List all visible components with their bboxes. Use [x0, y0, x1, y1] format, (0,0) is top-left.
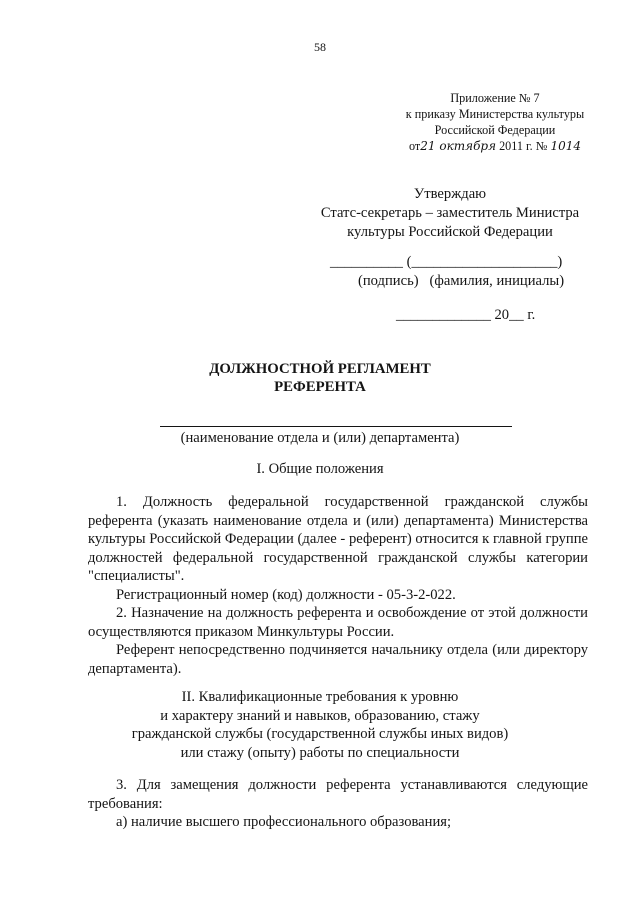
section-1-body — [88, 493, 588, 678]
section-2-heading-line-3: гражданской службы (государственной службы иных видов) — [131, 726, 509, 742]
date-prefix: от — [409, 139, 421, 153]
handwritten-date: 21 октября — [420, 139, 497, 153]
section-2-body — [88, 776, 588, 832]
paragraph-3a: а) наличие высшего профессионального образования; — [116, 814, 452, 830]
approval-line-3: культуры Российской Федерации — [347, 224, 553, 240]
approval-block — [300, 185, 600, 242]
paragraph-registration-code: Регистрационный номер (код) должности - 05-3-2-022. — [116, 586, 456, 603]
page-number: 58 — [314, 40, 326, 54]
approval-date-line: _____________ 20__ г. — [396, 307, 536, 323]
appendix-line-2: к приказу Министерства культуры — [405, 107, 585, 121]
paragraph-1: 1. Должность федеральной государственной гражданской службы референта (указать наименование отдела и (или) департамента) Министерства культуры Российской Федерации (далее - референт) относится к главной группе должностей федеральной государственной гражданской службы категории "специалисты". — [88, 494, 588, 584]
appendix-block — [380, 90, 610, 154]
signature-caption: (подпись) (фамилия, инициалы) — [358, 273, 565, 289]
date-year: 2011 г. № — [496, 139, 551, 153]
appendix-line-1: Приложение № 7 — [450, 91, 540, 105]
title-line-1: ДОЛЖНОСТНОЙ РЕГЛАМЕНТ — [209, 361, 431, 377]
department-caption: (наименование отдела и (или) департамента) — [180, 430, 460, 446]
approval-line-2: Статс-секретарь – заместитель Министра — [320, 205, 580, 221]
department-underline — [160, 426, 512, 427]
section-2-heading-line-1: II. Квалификационные требования к уровню — [181, 689, 459, 705]
signature-lines: __________ (____________________) — [330, 254, 563, 270]
section-2-heading-line-4: или стажу (опыту) работы по специальности — [180, 744, 460, 761]
appendix-line-3: Российской Федерации — [434, 123, 556, 137]
paragraph-3: 3. Для замещения должности референта устанавливаются следующие требования: — [88, 777, 588, 812]
section-2-heading-line-2: и характеру знаний и навыков, образованию, стажу — [160, 707, 480, 724]
approval-line-1: Утверждаю — [413, 186, 487, 202]
section-1-heading: I. Общие положения — [256, 461, 384, 477]
paragraph-2: 2. Назначение на должность референта и освобождение от этой должности осуществляются приказом Минкультуры России. — [88, 605, 588, 640]
paragraph-subordination: Референт непосредственно подчиняется начальнику отдела (или директору департамента). — [88, 642, 588, 677]
document-title — [0, 360, 640, 396]
section-2-heading — [0, 688, 640, 762]
appendix-order-date — [380, 138, 610, 154]
handwritten-order-number: 1014 — [550, 139, 581, 153]
title-line-2: РЕФЕРЕНТА — [274, 379, 366, 395]
